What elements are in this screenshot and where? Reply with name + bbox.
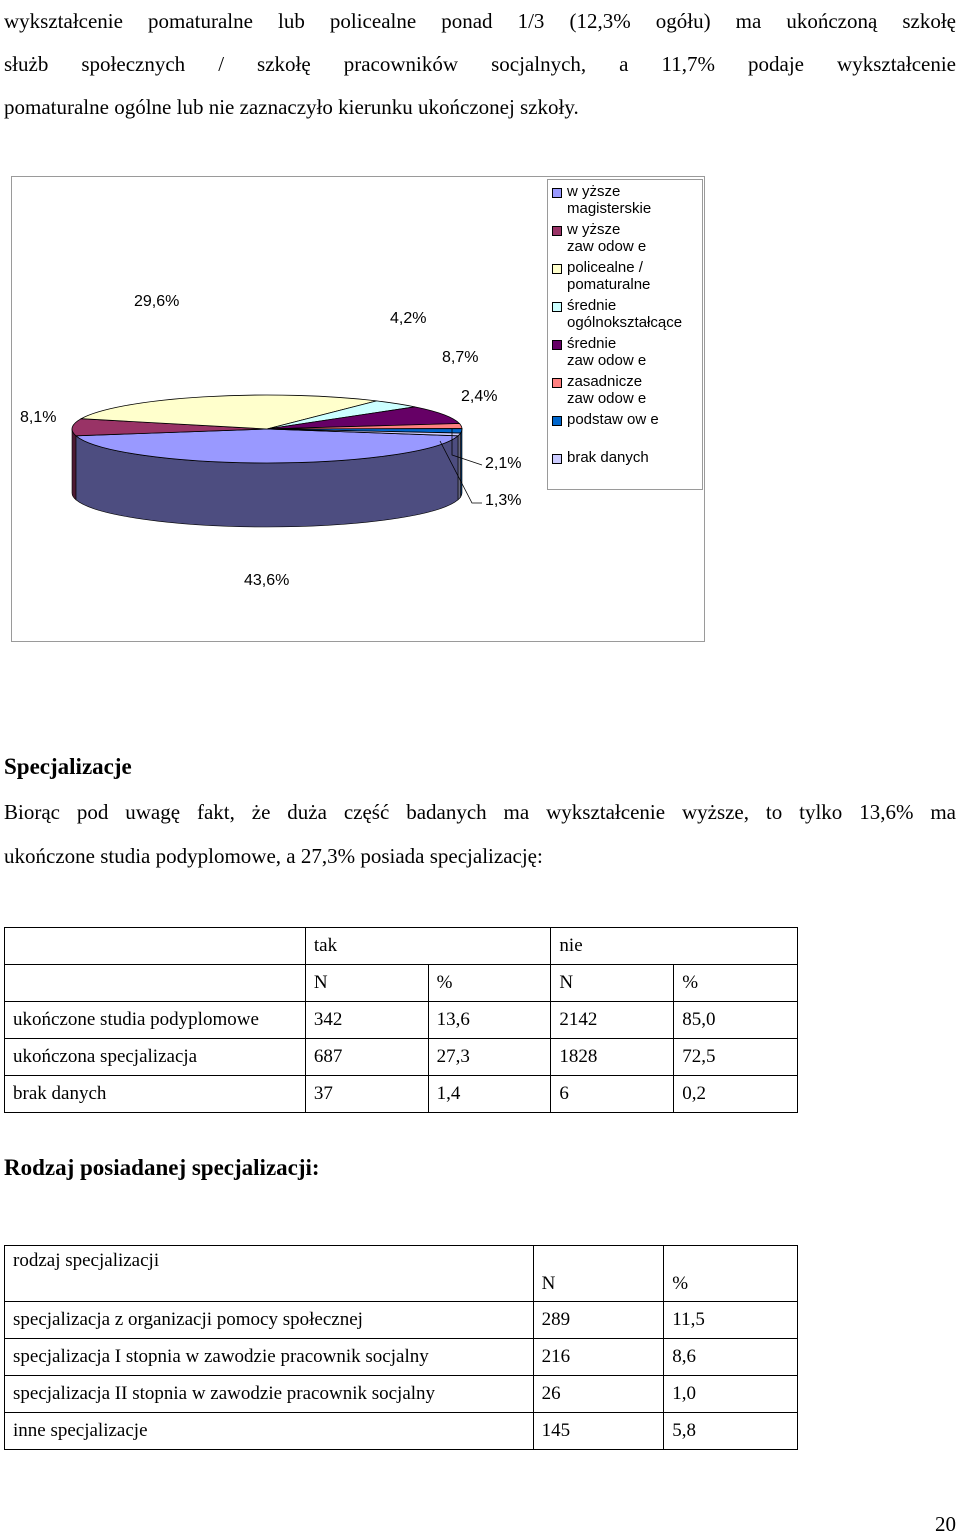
legend-label: średnie zaw odow e (567, 335, 647, 369)
pie-label-7: 1,3% (485, 492, 522, 509)
table-row (5, 1302, 798, 1339)
page-number: 20 (935, 1512, 956, 1536)
pie-chart (11, 176, 705, 642)
table-cell: 37 (305, 1076, 428, 1113)
legend-label: średnie ogólnokształcące (567, 297, 683, 331)
table-row (5, 1413, 798, 1450)
pie-label-1: 8,1% (20, 409, 57, 426)
table-cell: 11,5 (664, 1302, 798, 1339)
legend-label: brak danych (567, 449, 649, 466)
legend-swatch (552, 302, 562, 312)
table-cell: 27,3 (428, 1039, 551, 1076)
table-cell: 5,8 (664, 1413, 798, 1450)
table-row (5, 1002, 798, 1039)
legend-swatch (552, 226, 562, 236)
table-cell: 6 (551, 1076, 674, 1113)
table-row (5, 965, 798, 1002)
table-row (5, 1339, 798, 1376)
table-cell: 13,6 (428, 1002, 551, 1039)
section-paragraph-line-2: ukończone studia podyplomowe, a 27,3% posiada specjalizację: (4, 844, 543, 868)
table-cell: 85,0 (674, 1002, 798, 1039)
section-paragraph-line-1: Biorąc pod uwagę fakt, że duża część badanych ma wykształcenie wyższe, to tylko 13,6% ma (4, 800, 956, 824)
pie-label-4: 8,7% (442, 349, 479, 366)
pie-label-0: 43,6% (244, 572, 290, 589)
table-cell (5, 965, 306, 1002)
table-cell: 1,4 (428, 1076, 551, 1113)
table-cell: 1,0 (664, 1376, 798, 1413)
table-cell: 1828 (551, 1039, 674, 1076)
row-label: ukończona specjalizacja (5, 1039, 306, 1076)
legend-swatch (552, 378, 562, 388)
table-cell: 0,2 (674, 1076, 798, 1113)
legend-swatch (552, 454, 562, 464)
legend-label: policealne / pomaturalne (567, 259, 651, 293)
intro-line-3: pomaturalne ogólne lub nie zaznaczyło kierunku ukończonej szkoły. (4, 95, 579, 119)
table-cell (5, 928, 306, 965)
table-header-cell: nie (551, 928, 798, 965)
table-header-cell: N (551, 965, 674, 1002)
table-cell: 145 (533, 1413, 664, 1450)
table-cell: 8,6 (664, 1339, 798, 1376)
table-cell: 26 (533, 1376, 664, 1413)
table-header-cell: rodzaj specjalizacji (5, 1246, 534, 1302)
table-cell: 2142 (551, 1002, 674, 1039)
row-label: brak danych (5, 1076, 306, 1113)
table-cell: 72,5 (674, 1039, 798, 1076)
table-header-cell: % (428, 965, 551, 1002)
legend-label: w yższe magisterskie (567, 183, 652, 217)
pie-label-3: 4,2% (390, 310, 427, 327)
legend-label: w yższe zaw odow e (567, 221, 647, 255)
legend-swatch (552, 188, 562, 198)
section-paragraph (4, 790, 956, 878)
section-heading: Specjalizacje (4, 754, 132, 779)
pie-side-7 (458, 433, 461, 500)
table-row (5, 1376, 798, 1413)
table-header-cell: % (674, 965, 798, 1002)
table-header-cell: % (664, 1246, 798, 1302)
table-row (5, 928, 798, 965)
table-header-cell: N (305, 965, 428, 1002)
table-row (5, 1076, 798, 1113)
table-cell: 289 (533, 1302, 664, 1339)
pie-label-2: 29,6% (134, 293, 180, 310)
table-row (5, 1246, 798, 1302)
legend-swatch (552, 340, 562, 350)
specialization-table (4, 1245, 798, 1450)
table-header-cell: N (533, 1246, 664, 1302)
table-row (5, 1039, 798, 1076)
intro-line-1: wykształcenie pomaturalne lub policealne ponad 1/3 (12,3% ogółu) ma ukończoną szkołę (4, 9, 956, 33)
intro-paragraph (4, 0, 956, 129)
legend-label: zasadnicze zaw odow e (567, 373, 647, 407)
postgraduate-table (4, 927, 798, 1113)
chart-legend (547, 179, 703, 490)
legend-label: podstaw ow e (567, 411, 659, 428)
subheading: Rodzaj posiadanej specjalizacji: (4, 1155, 320, 1180)
row-label: specjalizacja z organizacji pomocy społecznej (5, 1302, 534, 1339)
row-label: specjalizacja II stopnia w zawodzie pracownik socjalny (5, 1376, 534, 1413)
table-cell: 687 (305, 1039, 428, 1076)
pie-label-5: 2,4% (461, 388, 498, 405)
legend-swatch (552, 264, 562, 274)
table-header-cell: tak (305, 928, 551, 965)
legend-swatch (552, 416, 562, 426)
row-label: inne specjalizacje (5, 1413, 534, 1450)
table-cell: 342 (305, 1002, 428, 1039)
table-cell: 216 (533, 1339, 664, 1376)
row-label: specjalizacja I stopnia w zawodzie pracownik socjalny (5, 1339, 534, 1376)
row-label: ukończone studia podyplomowe (5, 1002, 306, 1039)
pie-side-1 (72, 429, 76, 500)
intro-line-2: służb społecznych / szkołę pracowników socjalnych, a 11,7% podaje wykształcenie (4, 52, 956, 76)
pie-label-6: 2,1% (485, 455, 522, 472)
